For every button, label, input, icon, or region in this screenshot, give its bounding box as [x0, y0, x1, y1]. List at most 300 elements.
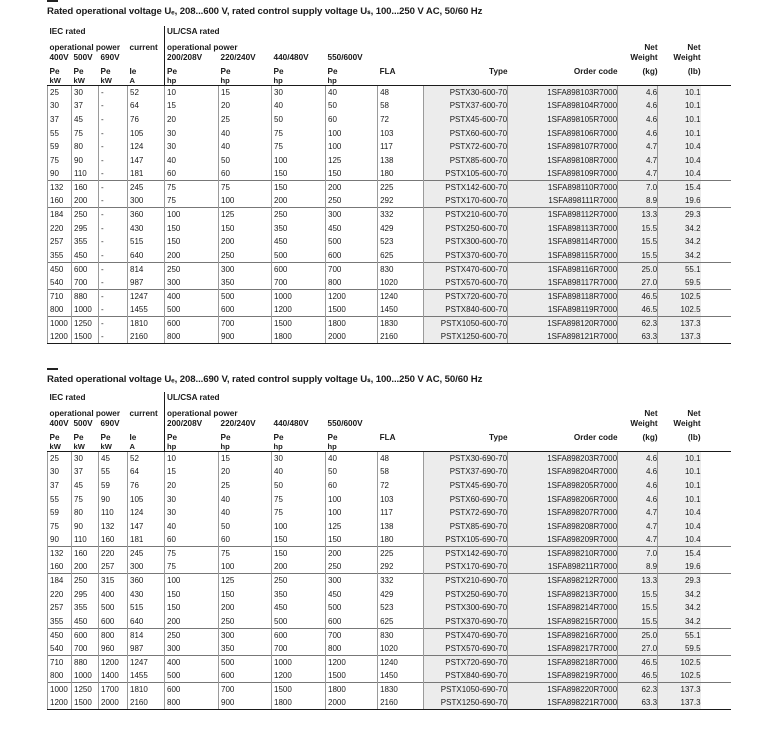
- blank-cell: [701, 181, 731, 195]
- table-cell: PSTX370-600-70: [424, 249, 508, 263]
- table-cell: 180: [378, 167, 424, 181]
- table-cell: 137.3: [658, 696, 701, 710]
- table-cell: 1SFA898110R7000: [508, 181, 618, 195]
- table-cell: 30: [272, 86, 326, 100]
- blank-cell: [701, 52, 731, 62]
- table-cell: 4.7: [618, 533, 658, 547]
- table-cell: 34.2: [658, 221, 701, 235]
- table-cell: 75: [165, 194, 219, 208]
- table-cell: 137.3: [658, 330, 701, 344]
- table-cell: 30: [272, 452, 326, 466]
- table-cell: 15.4: [658, 181, 701, 195]
- current-label: current: [129, 409, 158, 418]
- table-row: [48, 99, 731, 113]
- table-cell: 40: [326, 452, 378, 466]
- table-cell: PSTX720-600-70: [424, 289, 508, 303]
- blank-cell: [701, 655, 731, 669]
- table-cell: -: [99, 330, 128, 344]
- table-cell: 55: [48, 126, 72, 140]
- table-cell: 250: [72, 208, 99, 222]
- pe-label: Pe: [220, 67, 231, 76]
- table-cell: 1200: [272, 669, 326, 683]
- table-cell: 10.1: [658, 86, 701, 100]
- table-row: [48, 615, 731, 629]
- table-cell: PSTX470-690-70: [424, 628, 508, 642]
- table-cell: 160: [72, 547, 99, 561]
- blank-cell: [424, 392, 508, 404]
- table-cell: 1200: [48, 330, 72, 344]
- table-cell: 90: [72, 519, 99, 533]
- table-cell: 450: [272, 601, 326, 615]
- table-cell: 59: [99, 479, 128, 493]
- table-row: [48, 194, 731, 208]
- table-cell: 62.3: [618, 683, 658, 697]
- table-cell: 10: [165, 452, 219, 466]
- table-cell: 830: [378, 262, 424, 276]
- pe-label: Pe: [73, 67, 84, 76]
- table-cell: 75: [72, 126, 99, 140]
- table-cell: -: [99, 249, 128, 263]
- table-cell: 25: [219, 479, 272, 493]
- table-cell: 700: [326, 262, 378, 276]
- table-cell: 50: [272, 113, 326, 127]
- table-cell: 15: [219, 452, 272, 466]
- table-cell: 1SFA898109R7000: [508, 167, 618, 181]
- table-cell: 13.3: [618, 574, 658, 588]
- table-row: [48, 696, 731, 710]
- table-cell: PSTX72-600-70: [424, 140, 508, 154]
- table-cell: 110: [72, 533, 99, 547]
- table-cell: 600: [272, 262, 326, 276]
- table-cell: 814: [128, 628, 165, 642]
- table-cell: 250: [272, 574, 326, 588]
- pe-label: Pe: [165, 62, 219, 76]
- table-cell: 60: [326, 113, 378, 127]
- unit-label: kW: [99, 442, 128, 452]
- table-cell: 292: [378, 194, 424, 208]
- table-cell: 138: [378, 153, 424, 167]
- table-cell: 62.3: [618, 317, 658, 331]
- table-cell: 700: [272, 642, 326, 656]
- weight-label: Weight: [673, 419, 701, 428]
- pe-label: Pe: [273, 67, 284, 76]
- table-cell: 1SFA898205R7000: [508, 479, 618, 493]
- table-cell: 1700: [99, 683, 128, 697]
- net-label: Net: [687, 409, 701, 418]
- table-cell: 76: [128, 113, 165, 127]
- table-cell: 59.5: [658, 642, 701, 656]
- table-cell: 1200: [272, 303, 326, 317]
- table-cell: 800: [48, 669, 72, 683]
- table-cell: 1SFA898219R7000: [508, 669, 618, 683]
- iec-rated-label: IEC rated: [49, 27, 86, 36]
- table-cell: 429: [378, 221, 424, 235]
- table-cell: PSTX720-690-70: [424, 655, 508, 669]
- table-cell: 132: [48, 181, 72, 195]
- table-cell: 1000: [72, 303, 99, 317]
- table-cell: 1800: [272, 330, 326, 344]
- table-cell: 40: [326, 86, 378, 100]
- table-cell: 500: [326, 235, 378, 249]
- table-cell: 4.6: [618, 86, 658, 100]
- blank-cell: [701, 99, 731, 113]
- blank-cell: [701, 492, 731, 506]
- unit-label: kW: [72, 76, 99, 86]
- net-label: Net: [687, 43, 701, 52]
- table-cell: 2000: [326, 330, 378, 344]
- table-row: [48, 655, 731, 669]
- table-cell: 987: [128, 642, 165, 656]
- table-cell: 10.4: [658, 140, 701, 154]
- table-cell: PSTX210-690-70: [424, 574, 508, 588]
- table-cell: 300: [219, 628, 272, 642]
- table-cell: -: [99, 194, 128, 208]
- table-cell: 60: [326, 479, 378, 493]
- blank-cell: [618, 392, 658, 404]
- table-cell: 515: [128, 235, 165, 249]
- fla-label: FLA: [379, 433, 396, 442]
- pe-label: Pe: [100, 433, 111, 442]
- table-cell: PSTX1050-690-70: [424, 683, 508, 697]
- section-title: Rated operational voltage Uₑ, 208...690 V, rated control supply voltage Uₛ, 100...250 V AC, 50/60 Hz: [47, 374, 483, 385]
- table-cell: 80: [72, 506, 99, 520]
- table-cell: 332: [378, 574, 424, 588]
- table-body: [48, 86, 731, 344]
- table-cell: 150: [165, 221, 219, 235]
- table-cell: -: [99, 167, 128, 181]
- blank-cell: [701, 696, 731, 710]
- spec-table: [47, 26, 731, 344]
- unit-label: hp: [326, 76, 378, 86]
- table-cell: 34.2: [658, 601, 701, 615]
- table-cell: 34.2: [658, 249, 701, 263]
- table-cell: 40: [165, 519, 219, 533]
- unit-label: kW: [72, 442, 99, 452]
- table-cell: PSTX105-600-70: [424, 167, 508, 181]
- table-cell: 1810: [128, 317, 165, 331]
- blank-cell: [701, 249, 731, 263]
- table-cell: 400: [165, 289, 219, 303]
- blank-cell: [701, 418, 731, 428]
- table-cell: 4.6: [618, 113, 658, 127]
- blank-cell: [701, 303, 731, 317]
- table-cell: 60: [165, 533, 219, 547]
- blank-cell: [701, 153, 731, 167]
- table-cell: 900: [219, 330, 272, 344]
- table-cell: 220: [99, 547, 128, 561]
- ul-csa-rated-label: UL/CSA rated: [165, 392, 378, 404]
- table-cell: 132: [48, 547, 72, 561]
- table-cell: 48: [378, 86, 424, 100]
- table-cell: 100: [326, 492, 378, 506]
- table-cell: 1SFA898217R7000: [508, 642, 618, 656]
- table-cell: 1800: [326, 317, 378, 331]
- voltage-label: 500V: [73, 419, 93, 428]
- table-cell: 52: [128, 86, 165, 100]
- table-cell: 800: [165, 696, 219, 710]
- table-cell: 1SFA898114R7000: [508, 235, 618, 249]
- table-cell: 100: [219, 560, 272, 574]
- table-cell: 450: [48, 628, 72, 642]
- blank-cell: [701, 62, 731, 76]
- blank-cell: [508, 442, 618, 452]
- table-cell: PSTX570-690-70: [424, 642, 508, 656]
- blank-cell: [701, 167, 731, 181]
- unit-label: kW: [48, 442, 72, 452]
- blank-cell: [701, 140, 731, 154]
- voltage-label: 400V: [49, 419, 69, 428]
- table-cell: 1830: [378, 317, 424, 331]
- lb-label: (lb): [687, 433, 701, 442]
- table-cell: 1SFA898113R7000: [508, 221, 618, 235]
- blank-cell: [701, 442, 731, 452]
- table-cell: -: [99, 289, 128, 303]
- table-cell: 60: [165, 167, 219, 181]
- table-cell: PSTX210-600-70: [424, 208, 508, 222]
- table-row: [48, 506, 731, 520]
- table-cell: PSTX142-600-70: [424, 181, 508, 195]
- blank-cell: [701, 26, 731, 38]
- table-cell: 138: [378, 519, 424, 533]
- table-cell: 15.5: [618, 601, 658, 615]
- table-cell: 300: [219, 262, 272, 276]
- table-cell: 1000: [272, 655, 326, 669]
- table-cell: 1SFA898103R7000: [508, 86, 618, 100]
- table-row: [48, 208, 731, 222]
- table-cell: -: [99, 317, 128, 331]
- blank-cell: [701, 628, 731, 642]
- table-cell: 90: [72, 153, 99, 167]
- table-cell: 4.6: [618, 492, 658, 506]
- blank-cell: [424, 418, 508, 428]
- table-cell: 1450: [378, 303, 424, 317]
- table-cell: 37: [48, 479, 72, 493]
- table-cell: 1SFA898104R7000: [508, 99, 618, 113]
- table-cell: 132: [99, 519, 128, 533]
- table-cell: 100: [326, 506, 378, 520]
- table-cell: 200: [272, 560, 326, 574]
- table-cell: 10: [165, 86, 219, 100]
- unit-label: hp: [165, 442, 219, 452]
- table-cell: 245: [128, 181, 165, 195]
- blank-cell: [378, 52, 424, 62]
- table-cell: 20: [219, 465, 272, 479]
- table-cell: PSTX370-690-70: [424, 615, 508, 629]
- table-cell: 110: [99, 506, 128, 520]
- table-cell: 4.7: [618, 506, 658, 520]
- blank-cell: [701, 428, 731, 442]
- type-label: Type: [489, 433, 508, 442]
- table-cell: 700: [326, 628, 378, 642]
- table-cell: 8.9: [618, 194, 658, 208]
- table-cell: 250: [272, 208, 326, 222]
- table-cell: 700: [72, 642, 99, 656]
- table-row: [48, 86, 731, 100]
- table-cell: 1SFA898105R7000: [508, 113, 618, 127]
- table-cell: 300: [128, 560, 165, 574]
- blank-cell: [378, 26, 424, 38]
- table-cell: 75: [272, 140, 326, 154]
- table-cell: 40: [272, 465, 326, 479]
- table-cell: 600: [72, 628, 99, 642]
- table-cell: 1500: [272, 317, 326, 331]
- blank-cell: [701, 560, 731, 574]
- table-cell: 429: [378, 587, 424, 601]
- table-cell: 640: [128, 249, 165, 263]
- table-cell: 700: [219, 317, 272, 331]
- table-cell: 13.3: [618, 208, 658, 222]
- table-cell: 2160: [378, 330, 424, 344]
- table-cell: 4.6: [618, 465, 658, 479]
- table-cell: 150: [165, 235, 219, 249]
- table-cell: 125: [219, 574, 272, 588]
- table-cell: PSTX1250-690-70: [424, 696, 508, 710]
- table-cell: 100: [326, 140, 378, 154]
- blank-cell: [508, 418, 618, 428]
- table-cell: 30: [72, 452, 99, 466]
- table-cell: 25.0: [618, 628, 658, 642]
- table-cell: 19.6: [658, 560, 701, 574]
- unit-label: hp: [219, 442, 272, 452]
- table-cell: 450: [326, 221, 378, 235]
- blank-cell: [701, 262, 731, 276]
- table-cell: 355: [72, 235, 99, 249]
- pe-label: Pe: [165, 428, 219, 442]
- table-cell: PSTX170-690-70: [424, 560, 508, 574]
- table-cell: PSTX250-600-70: [424, 221, 508, 235]
- blank-cell: [701, 126, 731, 140]
- blank-cell: [701, 194, 731, 208]
- table-cell: 332: [378, 208, 424, 222]
- table-cell: 600: [99, 615, 128, 629]
- pe-label: Pe: [220, 433, 231, 442]
- blank-cell: [378, 76, 424, 86]
- table-cell: 1240: [378, 655, 424, 669]
- table-cell: 10.1: [658, 126, 701, 140]
- table-cell: 523: [378, 235, 424, 249]
- blank-cell: [701, 392, 731, 404]
- table-cell: 1SFA898203R7000: [508, 452, 618, 466]
- table-cell: 75: [272, 492, 326, 506]
- table-cell: 355: [72, 601, 99, 615]
- table-cell: 4.6: [618, 452, 658, 466]
- spec-table: [47, 392, 731, 710]
- table-cell: 1SFA898208R7000: [508, 519, 618, 533]
- table-cell: 1830: [378, 683, 424, 697]
- table-cell: 880: [72, 289, 99, 303]
- table-cell: 1SFA898216R7000: [508, 628, 618, 642]
- table-cell: 450: [326, 587, 378, 601]
- unit-label: hp: [165, 76, 219, 86]
- table-cell: 250: [219, 615, 272, 629]
- table-cell: 63.3: [618, 330, 658, 344]
- table-cell: 20: [219, 99, 272, 113]
- table-cell: 800: [165, 330, 219, 344]
- table-cell: 125: [326, 153, 378, 167]
- table-cell: 1000: [48, 317, 72, 331]
- table-cell: 100: [326, 126, 378, 140]
- table-cell: 40: [272, 99, 326, 113]
- table-row: [48, 140, 731, 154]
- table-cell: 29.3: [658, 208, 701, 222]
- table-cell: 1SFA898107R7000: [508, 140, 618, 154]
- table-cell: 1500: [326, 669, 378, 683]
- table-cell: 25: [219, 113, 272, 127]
- table-cell: -: [99, 140, 128, 154]
- table-cell: 220: [48, 587, 72, 601]
- section-marker: [47, 0, 58, 2]
- table-cell: 400: [165, 655, 219, 669]
- table-cell: PSTX470-600-70: [424, 262, 508, 276]
- blank-cell: [701, 38, 731, 52]
- table-cell: 350: [272, 587, 326, 601]
- table-row: [48, 221, 731, 235]
- table-cell: 830: [378, 628, 424, 642]
- table-cell: 30: [48, 465, 72, 479]
- table-cell: 50: [272, 479, 326, 493]
- table-cell: 7.0: [618, 547, 658, 561]
- table-cell: 63.3: [618, 696, 658, 710]
- table-cell: -: [99, 221, 128, 235]
- table-cell: 40: [219, 506, 272, 520]
- blank-cell: [701, 317, 731, 331]
- table-cell: PSTX30-600-70: [424, 86, 508, 100]
- table-cell: 125: [326, 519, 378, 533]
- table-cell: 25: [48, 452, 72, 466]
- current-label: current: [129, 43, 158, 52]
- table-cell: 55.1: [658, 262, 701, 276]
- weight-label: Weight: [630, 53, 658, 62]
- table-cell: 1020: [378, 276, 424, 290]
- table-cell: 34.2: [658, 235, 701, 249]
- blank-cell: [508, 26, 618, 38]
- table-cell: 10.1: [658, 99, 701, 113]
- table-cell: 700: [272, 276, 326, 290]
- table-cell: 700: [219, 683, 272, 697]
- type-label: Type: [489, 67, 508, 76]
- table-cell: 350: [272, 221, 326, 235]
- table-cell: 124: [128, 140, 165, 154]
- table-cell: 500: [219, 289, 272, 303]
- table-cell: 8.9: [618, 560, 658, 574]
- table-cell: 184: [48, 208, 72, 222]
- table-cell: 350: [219, 276, 272, 290]
- table-cell: 355: [48, 249, 72, 263]
- table-cell: PSTX85-600-70: [424, 153, 508, 167]
- table-cell: 800: [326, 276, 378, 290]
- table-cell: 10.1: [658, 113, 701, 127]
- table-cell: 1SFA898120R7000: [508, 317, 618, 331]
- table-cell: 1400: [99, 669, 128, 683]
- table-cell: 58: [378, 465, 424, 479]
- table-cell: -: [99, 181, 128, 195]
- table-cell: 125: [219, 208, 272, 222]
- table-cell: 1200: [326, 655, 378, 669]
- blank-cell: [701, 587, 731, 601]
- table-cell: 1800: [326, 683, 378, 697]
- table-cell: 1250: [72, 317, 99, 331]
- blank-cell: [508, 392, 618, 404]
- table-cell: 625: [378, 615, 424, 629]
- table-cell: 500: [165, 303, 219, 317]
- table-cell: 102.5: [658, 655, 701, 669]
- table-cell: 1SFA898215R7000: [508, 615, 618, 629]
- blank-cell: [701, 683, 731, 697]
- table-cell: 75: [165, 547, 219, 561]
- table-row: [48, 181, 731, 195]
- table-cell: PSTX45-600-70: [424, 113, 508, 127]
- table-cell: 10.1: [658, 492, 701, 506]
